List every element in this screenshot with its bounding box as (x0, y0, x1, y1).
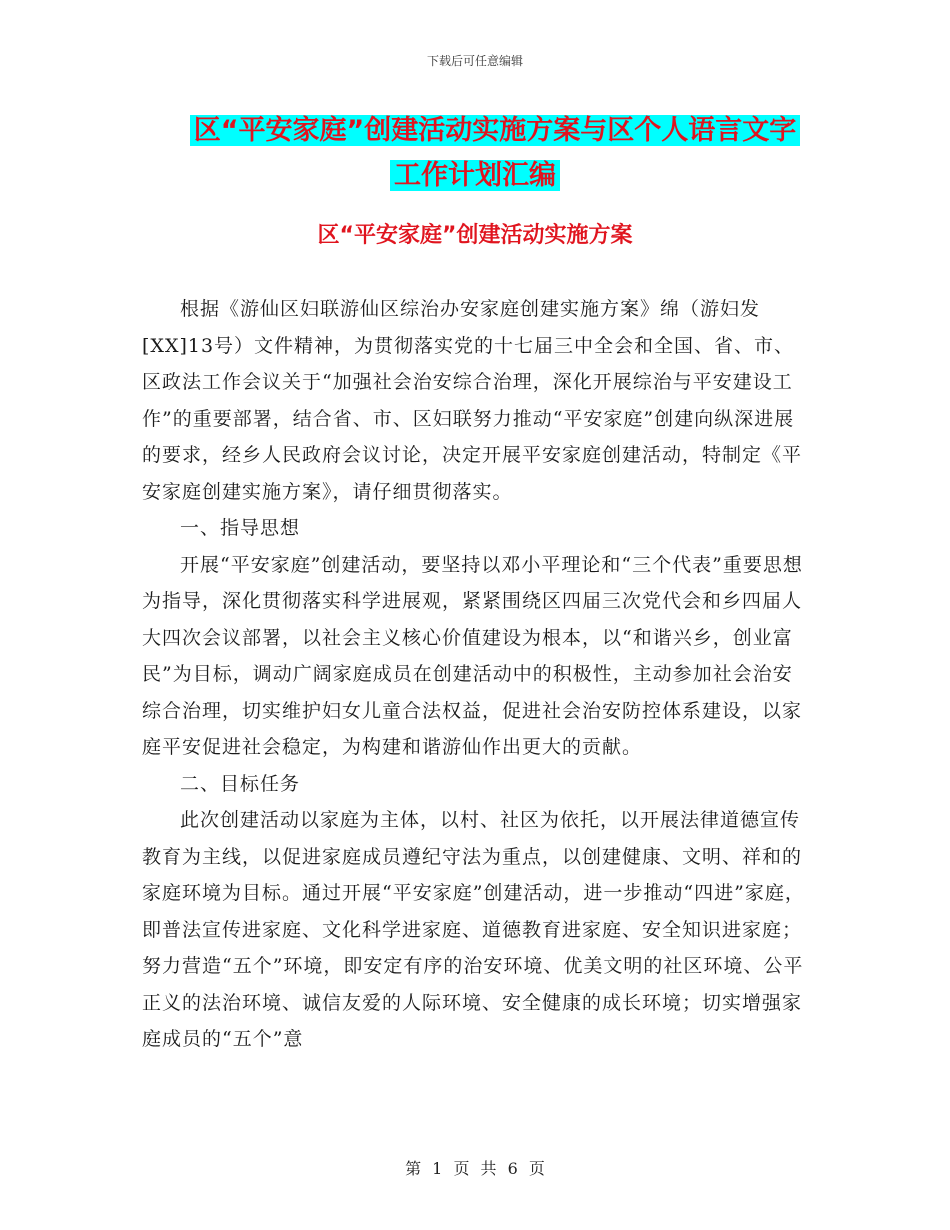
document-title-line1: 区“平安家庭”创建活动实施方案与区个人语言文字 (190, 115, 801, 146)
heading-goals-tasks: 二、目标任务 (180, 772, 301, 795)
document-body (142, 291, 812, 1058)
header-note: 下载后可任意编辑 (426, 54, 523, 68)
document-title (0, 108, 950, 198)
paragraph-guiding-ideology: 开展“平安家庭”创建活动，要坚持以邓小平理论和“三个代表”重要思想为指导，深化贯彻落实科学进展观，紧紧围绕区四届三次党代会和乡四届人大四次会议部署，以社会主义核心价值建设为根本，以“和谐兴乡，创业富民”为目标，调动广阔家庭成员在创建活动中的积极性，主动参加社会治安综合治理，切实维护妇女儿童合法权益，促进社会治安防控体系建设，以家庭平安促进社会稳定，为构建和谐游仙作出更大的贡献。 (142, 553, 803, 758)
page-number: 第 1 页 共 6 页 (405, 1159, 545, 1178)
paragraph-intro: 根据《游仙区妇联游仙区综治办安家庭创建实施方案》绵（游妇发[XX]13号）文件精神，为贯彻落实党的十七届三中全会和全国、省、市、区政法工作会议关于“加强社会治安综合治理，深化开展综治与平安建设工作”的重要部署，结合省、市、区妇联努力推动“平安家庭”创建向纵深进展的要求，经乡人民政府会议讨论，决定开展平安家庭创建活动，特制定《平安家庭创建实施方案》，请仔细贯彻落实。 (142, 298, 803, 503)
document-title-line2: 工作计划汇编 (390, 160, 560, 191)
heading-guiding-ideology: 一、指导思想 (180, 517, 301, 539)
paragraph-goals-tasks: 此次创建活动以家庭为主体，以村、社区为依托，以开展法律道德宣传教育为主线，以促进家庭成员遵纪守法为重点，以创建健康、文明、祥和的家庭环境为目标。通过开展“平安家庭”创建活动，进一步推动“四进”家庭，即普法宣传进家庭、文化科学进家庭、道德教育进家庭、安全知识进家庭；努力营造“五个”环境，即安定有序的治安环境、优美文明的社区环境、公平正义的法治环境、诚信友爱的人际环境、安全健康的成长环境；切实增强家庭成员的“五个”意 (142, 809, 805, 1050)
section-title: 区“平安家庭”创建活动实施方案 (317, 223, 633, 248)
